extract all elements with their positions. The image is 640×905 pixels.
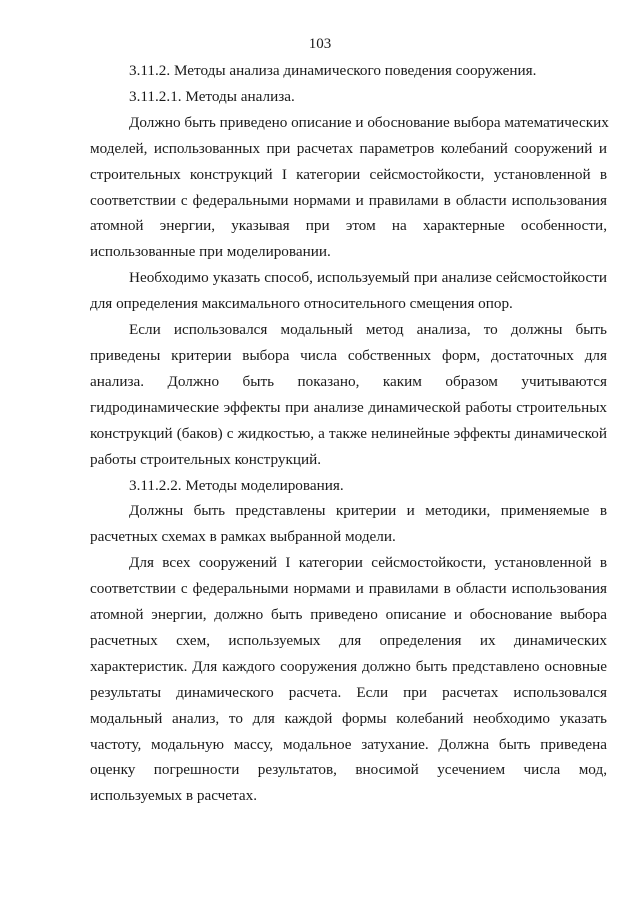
section-heading-3-11-2: 3.11.2. Методы анализа динамического поведения сооружения.: [129, 62, 537, 79]
text-line: характеристик. Для каждого сооружения должно быть представлено основные: [90, 657, 607, 675]
text-line: атомной энергии, должно быть приведено описание и обоснование выбора: [90, 606, 607, 624]
text-line: работы строительных конструкций.: [90, 450, 322, 468]
page-number: 103: [308, 36, 332, 52]
text-line: результаты динамического расчета. Если при расчетах использовался: [90, 683, 607, 701]
text-line: для определения максимального относительного смещения опор.: [90, 295, 513, 313]
paragraph-calculation-schemes: [90, 550, 607, 809]
section-heading-3-11-2-1: 3.11.2.1. Методы анализа.: [129, 87, 295, 105]
text-line: Если использовался модальный метод анализа, то должны быть: [129, 321, 607, 339]
text-line: Должны быть представлены критерии и методики, применяемые в: [129, 502, 607, 520]
text-line: соответствии с федеральными нормами и правилами в области использования: [90, 191, 607, 209]
text-line: соответствии с федеральными нормами и правилами в области использования: [90, 580, 607, 598]
paragraph-modal-method: [90, 317, 607, 472]
document-body: [90, 58, 607, 809]
text-line: гидродинамические эффекты при анализе динамической работы строительных: [90, 398, 607, 416]
text-line: модальный анализ, то для каждой формы колебаний необходимо указать: [90, 709, 607, 727]
text-line: Необходимо указать способ, используемый при анализе сейсмостойкости: [129, 269, 607, 287]
text-line: моделей, использованных при расчетах параметров колебаний сооружений и: [90, 139, 607, 157]
section-heading-3-11-2-2: 3.11.2.2. Методы моделирования.: [129, 476, 344, 494]
text-line: приведены критерии выбора числа собственных форм, достаточных для: [90, 346, 607, 364]
text-line: атомной энергии, указывая при этом на характерные особенности,: [90, 217, 607, 235]
text-line: расчетных схем, используемых для определения их динамических: [90, 631, 607, 649]
text-line: расчетных схемах в рамках выбранной модели.: [90, 528, 396, 546]
paragraph-modeling-criteria: [90, 498, 607, 550]
text-line: Для всех сооружений I категории сейсмостойкости, установленной в: [129, 554, 607, 572]
text-line: строительных конструкций I категории сейсмостойкости, установленной в: [90, 165, 607, 183]
text-line: оценку погрешности результатов, вносимой усечением числа мод,: [90, 761, 607, 779]
text-line: использованные при моделировании.: [90, 243, 331, 261]
text-line: анализа. Должно быть показано, каким образом учитываются: [90, 372, 607, 390]
text-line: Должно быть приведено описание и обоснование выбора математических: [129, 113, 609, 131]
paragraph-model-description: [90, 110, 607, 265]
paragraph-seismic-method: [90, 265, 607, 317]
text-line: конструкций (баков) с жидкостью, а также нелинейные эффекты динамической: [90, 424, 607, 442]
text-line: частоту, модальную массу, модальное затухание. Должна быть приведена: [90, 735, 607, 753]
text-line: используемых в расчетах.: [90, 787, 257, 805]
